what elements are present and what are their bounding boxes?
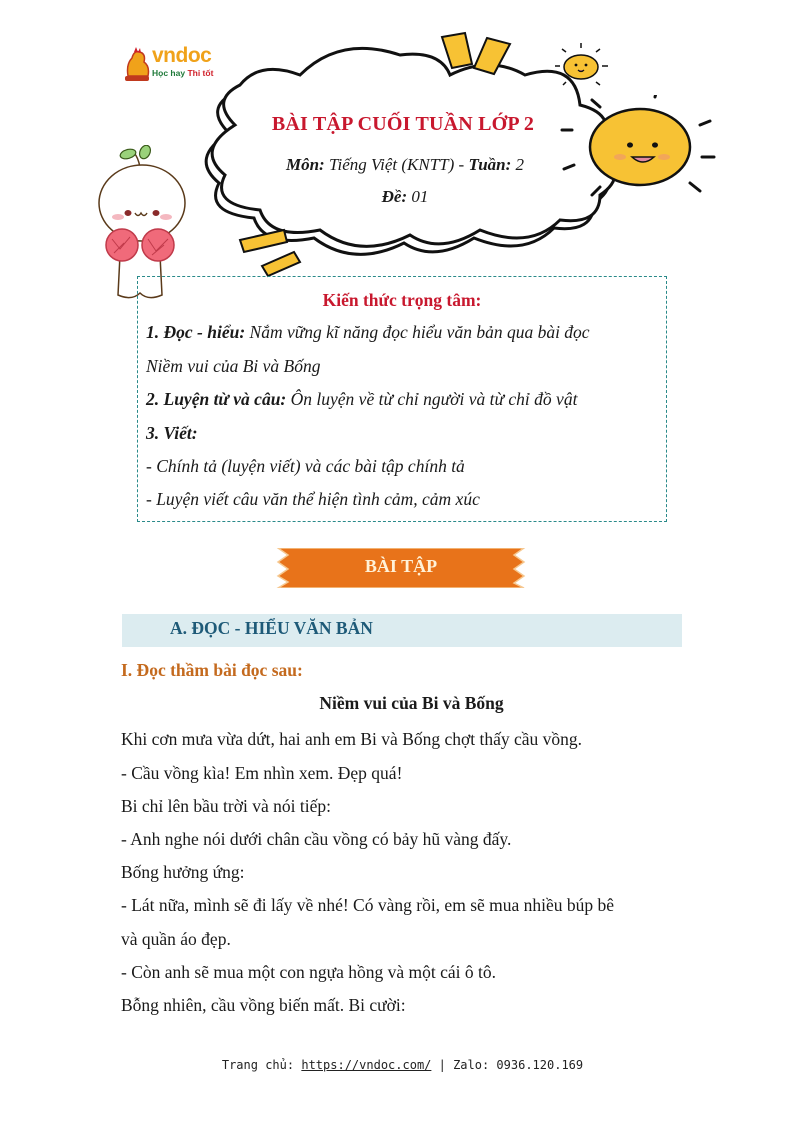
exam-value: 01 (407, 187, 429, 206)
tagline-red: Thi tốt (187, 68, 214, 78)
big-sun-icon (560, 95, 720, 205)
knowledge-item-text: Nắm vững kĩ năng đọc hiểu văn bản qua bài đọc (245, 322, 590, 342)
worksheet-subject (270, 155, 540, 175)
key-knowledge-title: Kiến thức trọng tâm: (322, 290, 482, 310)
knowledge-item-label: 1. Đọc - hiểu: (146, 322, 246, 342)
page-footer (0, 1058, 805, 1072)
exercise-ribbon-label: BÀI TẬP (364, 556, 438, 576)
knowledge-item (146, 322, 590, 343)
knowledge-item-text: Ôn luyện về từ chỉ người và từ chỉ đồ vật (286, 389, 578, 409)
week-value: 2 (511, 155, 525, 174)
knowledge-item (146, 423, 198, 444)
knowledge-item-text: Niềm vui của Bi và Bống (146, 356, 321, 376)
story-line: - Còn anh sẽ mua một con ngựa hồng và một cái ô tô. (121, 962, 496, 982)
subject-label: Môn: (285, 155, 325, 174)
rooster-mascot-icon (122, 46, 152, 84)
knowledge-item (146, 489, 480, 510)
ray-icon (262, 252, 300, 276)
reading-instruction: I. Đọc thầm bài đọc sau: (121, 660, 303, 680)
story-line: Bỗng nhiên, cầu vồng biến mất. Bi cười: (121, 995, 406, 1015)
knowledge-item-label: 2. Luyện từ và câu: (146, 389, 287, 409)
knowledge-item-text: - Luyện viết câu văn thể hiện tình cảm, cảm xúc (146, 489, 480, 509)
story-line: Khi cơn mưa vừa dứt, hai anh em Bi và Bống chợt thấy cầu vồng. (121, 729, 583, 749)
footer-zalo: Zalo: 0936.120.169 (453, 1058, 584, 1072)
knowledge-item-label: 3. Viết: (146, 423, 198, 443)
week-label: Tuần: (468, 155, 512, 174)
story-line: Bi chỉ lên bầu trời và nói tiếp: (121, 796, 331, 816)
knowledge-item (146, 356, 320, 377)
tagline-green: Học hay (152, 68, 188, 78)
footer-home-link[interactable]: https://vndoc.com/ (301, 1058, 432, 1072)
footer-home-label: Trang chủ: (221, 1058, 302, 1072)
logo-wordmark: vndoc (152, 44, 212, 67)
small-sun-icon (552, 40, 612, 90)
story-line: và quần áo đẹp. (121, 929, 231, 949)
knowledge-item (146, 456, 465, 477)
worksheet-exam-number (340, 187, 470, 207)
story-line: Bống hưởng ứng: (121, 862, 245, 882)
story-line: - Lát nữa, mình sẽ đi lấy về nhé! Có vàng rồi, em sẽ mua nhiều búp bê (121, 895, 615, 915)
subject-value: Tiếng Việt (KNTT) - (324, 155, 469, 174)
story-line: - Anh nghe nói dưới chân cầu vồng có bảy hũ vàng đấy. (121, 829, 512, 849)
footer-separator: | (431, 1058, 454, 1072)
exam-label: Đề: (381, 187, 408, 206)
knowledge-item-text: - Chính tả (luyện viết) và các bài tập chính tả (146, 456, 465, 476)
story-title: Niềm vui của Bi và Bống (319, 693, 504, 713)
ray-icon (442, 33, 472, 68)
knowledge-item (146, 389, 577, 410)
worksheet-title: BÀI TẬP CUỐI TUẦN LỚP 2 (271, 113, 535, 135)
section-a-title: A. ĐỌC - HIỂU VĂN BẢN (170, 618, 373, 638)
story-line: - Cầu vồng kìa! Em nhìn xem. Đẹp quá! (121, 763, 403, 783)
